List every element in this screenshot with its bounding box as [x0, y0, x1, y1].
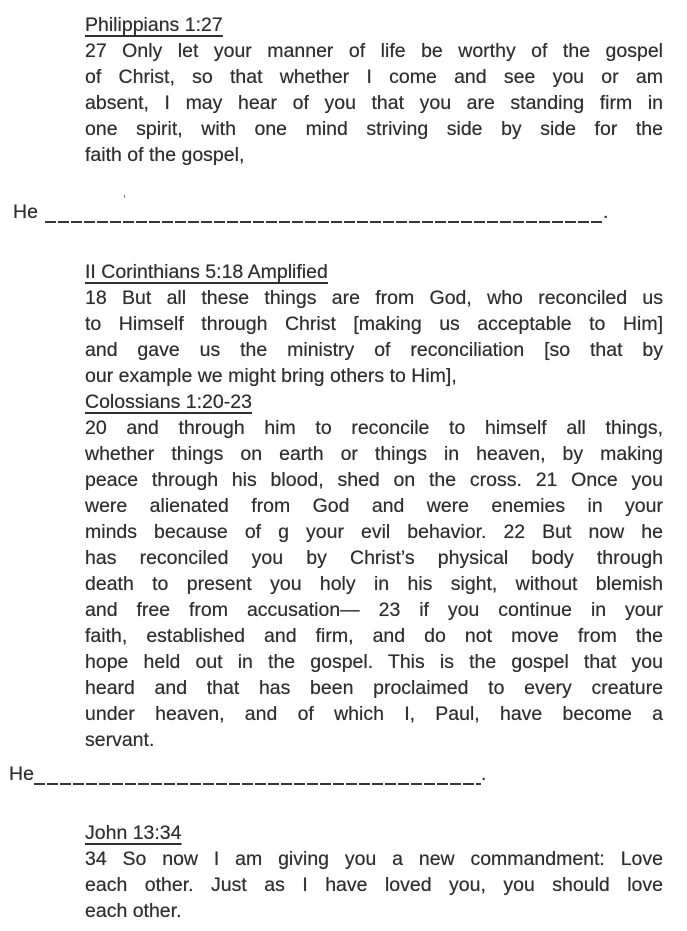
passage-body-john [85, 846, 663, 924]
passage-heading-philippians: Philippians 1:27 [85, 14, 223, 36]
passage-body-philippians [85, 38, 663, 168]
passage-colossians [85, 389, 663, 753]
passage-heading-2corinthians: II Corinthians 5:18 Amplified [85, 261, 328, 283]
passage-john [85, 820, 663, 924]
answer-blank-line [34, 783, 481, 785]
answer-blank-line [45, 221, 603, 223]
text-line: hope held out in the gospel. This is the gospel that you [85, 651, 663, 673]
text-line: 27 Only let your manner of life be worthy of the gospel [85, 40, 663, 62]
text-line: 18 But all these things are from God, who reconciled us [85, 287, 663, 309]
blank-end-period: . [602, 201, 609, 223]
text-line: each other. [85, 900, 182, 922]
text-line: our example we might bring others to Him], [85, 365, 457, 387]
scan-artifact-mark: ’ [123, 192, 126, 207]
blank-end-period: . [480, 763, 487, 785]
text-line: absent, I may hear of you that you are standing firm in [85, 92, 663, 114]
text-line: each other. Just as I have loved you, you should love [85, 874, 663, 896]
text-line: to Himself through Christ [making us acceptable to Him] [85, 313, 663, 335]
passage-heading-john: John 13:34 [85, 822, 182, 844]
text-line: minds because of g your evil behavior. 22 But now he [85, 521, 663, 543]
text-line: and free from accusation— 23 if you continue in your [85, 599, 663, 621]
text-line: whether things on earth or things in heaven, by making [85, 443, 663, 465]
text-line: peace through his blood, shed on the cross. 21 Once you [85, 469, 663, 491]
text-line: of Christ, so that whether I come and see you or am [85, 66, 663, 88]
fill-in-blank-row-2 [9, 761, 687, 787]
fill-in-blank-row-1 [13, 192, 687, 225]
passage-philippians [85, 12, 663, 168]
passage-body-colossians [85, 415, 663, 753]
passage-heading-colossians: Colossians 1:20-23 [85, 391, 252, 413]
text-line: has reconciled you by Christ’s physical body through [85, 547, 663, 569]
text-line: faith of the gospel, [85, 144, 245, 166]
text-line: 20 and through him to reconcile to himself all things, [85, 417, 663, 439]
blank-prefix-label: He [9, 763, 34, 785]
blank-prefix-label: He [13, 201, 38, 223]
text-line: one spirit, with one mind striving side by side for the [85, 118, 663, 140]
text-line: heard and that has been proclaimed to every creature [85, 677, 663, 699]
text-line: servant. [85, 729, 155, 751]
text-line: were alienated from God and were enemies in your [85, 495, 663, 517]
text-line: under heaven, and of which I, Paul, have become a [85, 703, 663, 725]
text-line: faith, established and firm, and do not move from the [85, 625, 663, 647]
text-line: death to present you holy in his sight, without blemish [85, 573, 663, 595]
text-line: 34 So now I am giving you a new commandment: Love [85, 848, 663, 870]
passage-2corinthians [85, 259, 663, 389]
text-line: and gave us the ministry of reconciliation [so that by [85, 339, 663, 361]
passage-body-2corinthians [85, 285, 663, 389]
